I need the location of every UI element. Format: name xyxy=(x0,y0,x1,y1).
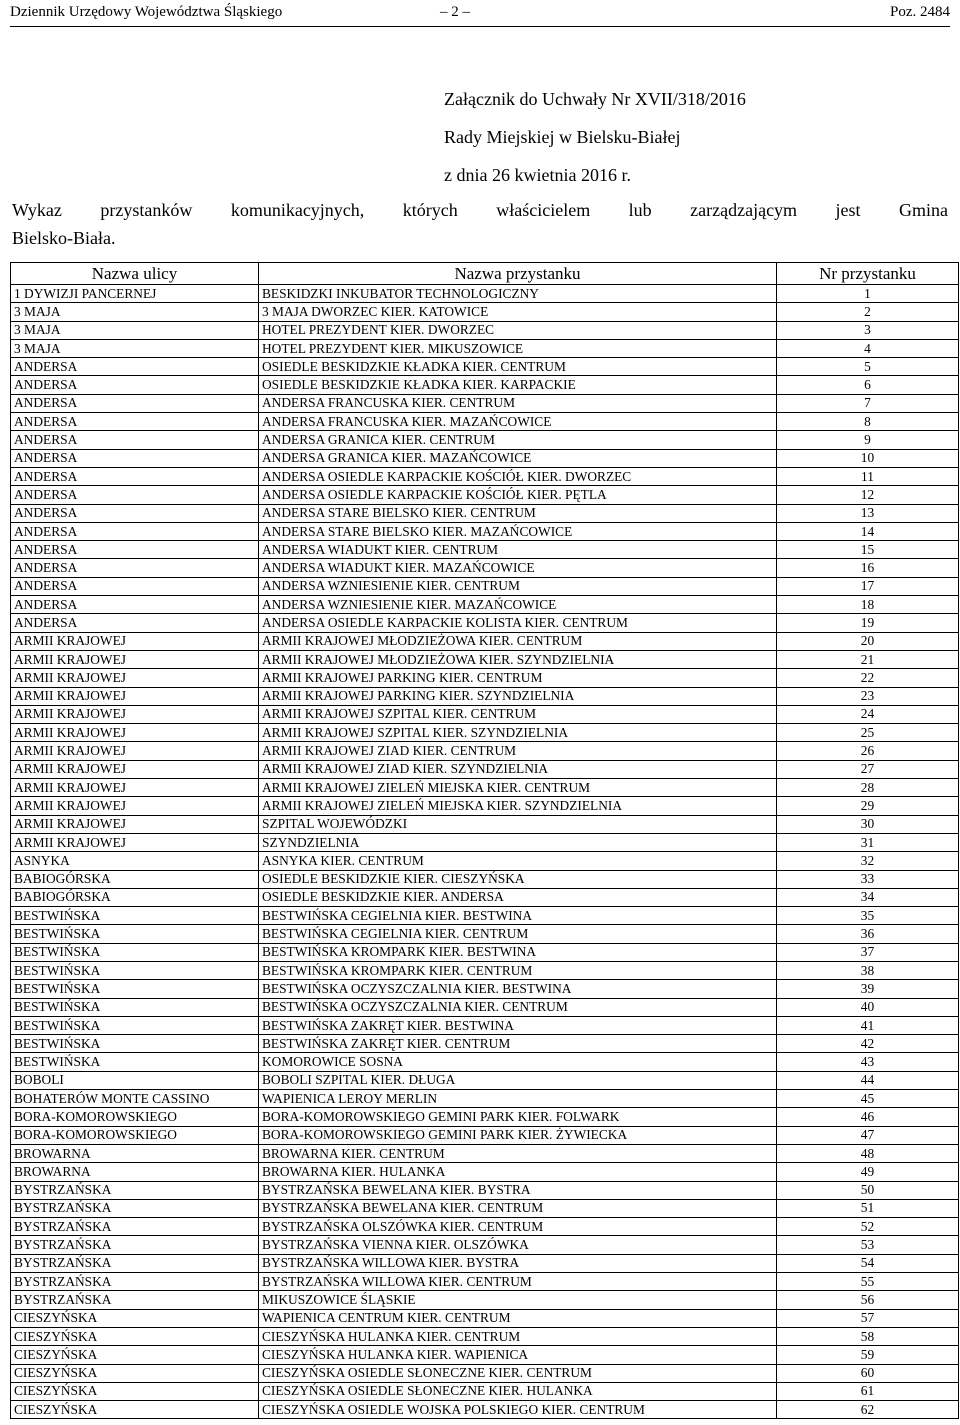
stop-number-cell: 39 xyxy=(777,980,959,998)
stop-number-cell: 24 xyxy=(777,705,959,723)
bus-stops-table xyxy=(10,262,959,1419)
table-row xyxy=(11,724,959,742)
stop-number-cell: 50 xyxy=(777,1181,959,1199)
table-row xyxy=(11,998,959,1016)
stop-number-cell: 43 xyxy=(777,1053,959,1071)
table-row xyxy=(11,431,959,449)
stop-number-cell: 5 xyxy=(777,358,959,376)
street-cell: BYSTRZAŃSKA xyxy=(11,1291,259,1309)
stop-number-cell: 30 xyxy=(777,815,959,833)
street-cell: ANDERSA xyxy=(11,596,259,614)
stop-name-cell: CIESZYŃSKA OSIEDLE WOJSKA POLSKIEGO KIER. CENTRUM xyxy=(259,1401,777,1419)
stop-name-cell: CIESZYŃSKA OSIEDLE SŁONECZNE KIER. HULANKA xyxy=(259,1382,777,1400)
street-cell: ARMII KRAJOWEJ xyxy=(11,760,259,778)
stop-number-cell: 62 xyxy=(777,1401,959,1419)
street-cell: BESTWIŃSKA xyxy=(11,998,259,1016)
stop-number-cell: 37 xyxy=(777,943,959,961)
stop-name-cell: BORA-KOMOROWSKIEGO GEMINI PARK KIER. FOLWARK xyxy=(259,1108,777,1126)
table-row xyxy=(11,742,959,760)
table-row xyxy=(11,1273,959,1291)
stop-name-cell: ARMII KRAJOWEJ PARKING KIER. SZYNDZIELNIA xyxy=(259,687,777,705)
document-title-line-1: Wykaz przystanków komunikacyjnych, których właścicielem lub zarządzającym jest Gmina xyxy=(12,200,948,220)
table-row xyxy=(11,779,959,797)
street-cell: BYSTRZAŃSKA xyxy=(11,1199,259,1217)
stop-number-cell: 55 xyxy=(777,1273,959,1291)
stop-name-cell: ANDERSA OSIEDLE KARPACKIE KOLISTA KIER. CENTRUM xyxy=(259,614,777,632)
table-row xyxy=(11,486,959,504)
stop-name-cell: CIESZYŃSKA OSIEDLE SŁONECZNE KIER. CENTRUM xyxy=(259,1364,777,1382)
table-row xyxy=(11,1364,959,1382)
stop-name-cell: ARMII KRAJOWEJ PARKING KIER. CENTRUM xyxy=(259,669,777,687)
stop-name-cell: ARMII KRAJOWEJ ZIAD KIER. CENTRUM xyxy=(259,742,777,760)
table-row xyxy=(11,358,959,376)
table-body xyxy=(11,285,959,1419)
stop-number-cell: 33 xyxy=(777,870,959,888)
street-cell: BESTWIŃSKA xyxy=(11,943,259,961)
street-cell: ANDERSA xyxy=(11,486,259,504)
table-row xyxy=(11,596,959,614)
street-cell: BYSTRZAŃSKA xyxy=(11,1218,259,1236)
stop-number-cell: 35 xyxy=(777,907,959,925)
street-cell: BROWARNA xyxy=(11,1163,259,1181)
table-row xyxy=(11,522,959,540)
document-title-line-2: Bielsko-Biała. xyxy=(12,228,116,248)
street-cell: ARMII KRAJOWEJ xyxy=(11,779,259,797)
table-row xyxy=(11,815,959,833)
table-row xyxy=(11,1090,959,1108)
stop-name-cell: WAPIENICA CENTRUM KIER. CENTRUM xyxy=(259,1309,777,1327)
street-cell: CIESZYŃSKA xyxy=(11,1382,259,1400)
table-row xyxy=(11,907,959,925)
stop-number-cell: 9 xyxy=(777,431,959,449)
stop-number-cell: 15 xyxy=(777,541,959,559)
street-cell: CIESZYŃSKA xyxy=(11,1327,259,1345)
stop-name-cell: CIESZYŃSKA HULANKA KIER. WAPIENICA xyxy=(259,1346,777,1364)
table-row xyxy=(11,559,959,577)
table-row xyxy=(11,961,959,979)
table-row xyxy=(11,797,959,815)
street-cell: CIESZYŃSKA xyxy=(11,1346,259,1364)
street-cell: BYSTRZAŃSKA xyxy=(11,1273,259,1291)
stop-name-cell: ANDERSA GRANICA KIER. MAZAŃCOWICE xyxy=(259,449,777,467)
table-row xyxy=(11,1291,959,1309)
table-row xyxy=(11,833,959,851)
table-row xyxy=(11,687,959,705)
street-cell: BOHATERÓW MONTE CASSINO xyxy=(11,1090,259,1108)
stop-number-cell: 32 xyxy=(777,852,959,870)
stop-name-cell: 3 MAJA DWORZEC KIER. KATOWICE xyxy=(259,303,777,321)
stop-name-cell: ANDERSA STARE BIELSKO KIER. MAZAŃCOWICE xyxy=(259,522,777,540)
street-cell: 1 DYWIZJI PANCERNEJ xyxy=(11,285,259,303)
street-cell: ARMII KRAJOWEJ xyxy=(11,815,259,833)
street-cell: ARMII KRAJOWEJ xyxy=(11,742,259,760)
stop-number-cell: 54 xyxy=(777,1254,959,1272)
street-cell: ARMII KRAJOWEJ xyxy=(11,687,259,705)
stop-number-cell: 16 xyxy=(777,559,959,577)
stop-number-cell: 11 xyxy=(777,467,959,485)
stop-name-cell: HOTEL PREZYDENT KIER. MIKUSZOWICE xyxy=(259,339,777,357)
street-cell: BESTWIŃSKA xyxy=(11,1016,259,1034)
stop-name-cell: ANDERSA FRANCUSKA KIER. MAZAŃCOWICE xyxy=(259,413,777,431)
table-row xyxy=(11,1254,959,1272)
stop-name-cell: BESTWIŃSKA ZAKRĘT KIER. CENTRUM xyxy=(259,1035,777,1053)
stop-number-cell: 45 xyxy=(777,1090,959,1108)
stop-name-cell: HOTEL PREZYDENT KIER. DWORZEC xyxy=(259,321,777,339)
stop-name-cell: ANDERSA OSIEDLE KARPACKIE KOŚCIÓŁ KIER. DWORZEC xyxy=(259,467,777,485)
street-cell: BORA-KOMOROWSKIEGO xyxy=(11,1126,259,1144)
stop-name-cell: BESTWIŃSKA OCZYSZCZALNIA KIER. BESTWINA xyxy=(259,980,777,998)
street-cell: ANDERSA xyxy=(11,431,259,449)
stop-number-cell: 52 xyxy=(777,1218,959,1236)
column-header-stop-name: Nazwa przystanku xyxy=(259,263,777,285)
stop-number-cell: 61 xyxy=(777,1382,959,1400)
stop-name-cell: OSIEDLE BESKIDZKIE KŁADKA KIER. CENTRUM xyxy=(259,358,777,376)
stop-name-cell: ARMII KRAJOWEJ MŁODZIEŻOWA KIER. SZYNDZIELNIA xyxy=(259,650,777,668)
stop-number-cell: 47 xyxy=(777,1126,959,1144)
table-row xyxy=(11,467,959,485)
stop-number-cell: 42 xyxy=(777,1035,959,1053)
stop-number-cell: 6 xyxy=(777,376,959,394)
table-row xyxy=(11,541,959,559)
table-row xyxy=(11,1144,959,1162)
table-row xyxy=(11,1163,959,1181)
street-cell: ANDERSA xyxy=(11,449,259,467)
stop-name-cell: BYSTRZAŃSKA WILLOWA KIER. BYSTRA xyxy=(259,1254,777,1272)
street-cell: BYSTRZAŃSKA xyxy=(11,1254,259,1272)
street-cell: ANDERSA xyxy=(11,614,259,632)
stop-name-cell: BROWARNA KIER. CENTRUM xyxy=(259,1144,777,1162)
stop-name-cell: ANDERSA OSIEDLE KARPACKIE KOŚCIÓŁ KIER. PĘTLA xyxy=(259,486,777,504)
stop-name-cell: BYSTRZAŃSKA BEWELANA KIER. BYSTRA xyxy=(259,1181,777,1199)
street-cell: ANDERSA xyxy=(11,467,259,485)
stop-name-cell: CIESZYŃSKA HULANKA KIER. CENTRUM xyxy=(259,1327,777,1345)
street-cell: BORA-KOMOROWSKIEGO xyxy=(11,1108,259,1126)
table-row xyxy=(11,980,959,998)
table-row xyxy=(11,1108,959,1126)
stop-name-cell: ANDERSA GRANICA KIER. CENTRUM xyxy=(259,431,777,449)
table-row xyxy=(11,504,959,522)
stop-number-cell: 23 xyxy=(777,687,959,705)
stop-number-cell: 44 xyxy=(777,1071,959,1089)
stop-name-cell: BESTWIŃSKA ZAKRĘT KIER. BESTWINA xyxy=(259,1016,777,1034)
stop-number-cell: 40 xyxy=(777,998,959,1016)
stop-number-cell: 58 xyxy=(777,1327,959,1345)
stop-name-cell: ARMII KRAJOWEJ ZIELEŃ MIEJSKA KIER. CENTRUM xyxy=(259,779,777,797)
stop-number-cell: 34 xyxy=(777,888,959,906)
street-cell: BESTWIŃSKA xyxy=(11,925,259,943)
table-row xyxy=(11,321,959,339)
page-number: – 2 – xyxy=(440,4,470,20)
stop-name-cell: ARMII KRAJOWEJ ZIAD KIER. SZYNDZIELNIA xyxy=(259,760,777,778)
table-row xyxy=(11,888,959,906)
stop-number-cell: 8 xyxy=(777,413,959,431)
stop-name-cell: BOBOLI SZPITAL KIER. DŁUGA xyxy=(259,1071,777,1089)
street-cell: 3 MAJA xyxy=(11,339,259,357)
street-cell: ARMII KRAJOWEJ xyxy=(11,632,259,650)
table-row xyxy=(11,413,959,431)
street-cell: BROWARNA xyxy=(11,1144,259,1162)
stop-number-cell: 53 xyxy=(777,1236,959,1254)
table-row xyxy=(11,449,959,467)
stop-name-cell: BESTWIŃSKA KROMPARK KIER. CENTRUM xyxy=(259,961,777,979)
stop-name-cell: ANDERSA STARE BIELSKO KIER. CENTRUM xyxy=(259,504,777,522)
table-row xyxy=(11,705,959,723)
table-row xyxy=(11,339,959,357)
stop-number-cell: 28 xyxy=(777,779,959,797)
stop-name-cell: BORA-KOMOROWSKIEGO GEMINI PARK KIER. ŻYWIECKA xyxy=(259,1126,777,1144)
stop-number-cell: 49 xyxy=(777,1163,959,1181)
stop-number-cell: 56 xyxy=(777,1291,959,1309)
stop-number-cell: 10 xyxy=(777,449,959,467)
stop-name-cell: ARMII KRAJOWEJ SZPITAL KIER. CENTRUM xyxy=(259,705,777,723)
stop-number-cell: 14 xyxy=(777,522,959,540)
table-row xyxy=(11,614,959,632)
street-cell: ANDERSA xyxy=(11,504,259,522)
stop-name-cell: OSIEDLE BESKIDZKIE KŁADKA KIER. KARPACKIE xyxy=(259,376,777,394)
stop-number-cell: 20 xyxy=(777,632,959,650)
stop-name-cell: OSIEDLE BESKIDZKIE KIER. ANDERSA xyxy=(259,888,777,906)
stop-number-cell: 60 xyxy=(777,1364,959,1382)
street-cell: BESTWIŃSKA xyxy=(11,907,259,925)
stop-name-cell: ANDERSA WZNIESIENIE KIER. MAZAŃCOWICE xyxy=(259,596,777,614)
street-cell: ARMII KRAJOWEJ xyxy=(11,724,259,742)
street-cell: BYSTRZAŃSKA xyxy=(11,1236,259,1254)
stop-name-cell: ARMII KRAJOWEJ SZPITAL KIER. SZYNDZIELNIA xyxy=(259,724,777,742)
stop-number-cell: 38 xyxy=(777,961,959,979)
table-row xyxy=(11,760,959,778)
street-cell: ASNYKA xyxy=(11,852,259,870)
stop-name-cell: WAPIENICA LEROY MERLIN xyxy=(259,1090,777,1108)
table-row xyxy=(11,1401,959,1419)
stop-number-cell: 12 xyxy=(777,486,959,504)
table-row xyxy=(11,632,959,650)
stop-number-cell: 1 xyxy=(777,285,959,303)
stop-name-cell: ANDERSA WZNIESIENIE KIER. CENTRUM xyxy=(259,577,777,595)
table-row xyxy=(11,669,959,687)
table-row xyxy=(11,1181,959,1199)
street-cell: ANDERSA xyxy=(11,413,259,431)
table-row xyxy=(11,303,959,321)
street-cell: CIESZYŃSKA xyxy=(11,1401,259,1419)
stop-name-cell: ARMII KRAJOWEJ ZIELEŃ MIEJSKA KIER. SZYNDZIELNIA xyxy=(259,797,777,815)
street-cell: BESTWIŃSKA xyxy=(11,980,259,998)
stop-number-cell: 13 xyxy=(777,504,959,522)
street-cell: ANDERSA xyxy=(11,541,259,559)
street-cell: ANDERSA xyxy=(11,522,259,540)
table-row xyxy=(11,1346,959,1364)
stop-name-cell: BYSTRZAŃSKA BEWELANA KIER. CENTRUM xyxy=(259,1199,777,1217)
table-row xyxy=(11,1218,959,1236)
stop-number-cell: 18 xyxy=(777,596,959,614)
stop-name-cell: OSIEDLE BESKIDZKIE KIER. CIESZYŃSKA xyxy=(259,870,777,888)
table-row xyxy=(11,577,959,595)
stop-number-cell: 22 xyxy=(777,669,959,687)
table-header-row xyxy=(11,263,959,285)
table-row xyxy=(11,1126,959,1144)
position-number: Poz. 2484 xyxy=(890,4,950,20)
stop-number-cell: 51 xyxy=(777,1199,959,1217)
stop-name-cell: ANDERSA WIADUKT KIER. MAZAŃCOWICE xyxy=(259,559,777,577)
street-cell: CIESZYŃSKA xyxy=(11,1364,259,1382)
street-cell: BESTWIŃSKA xyxy=(11,1053,259,1071)
street-cell: ANDERSA xyxy=(11,577,259,595)
stop-number-cell: 59 xyxy=(777,1346,959,1364)
street-cell: ANDERSA xyxy=(11,358,259,376)
table-row xyxy=(11,943,959,961)
table-row xyxy=(11,852,959,870)
street-cell: CIESZYŃSKA xyxy=(11,1309,259,1327)
street-cell: ANDERSA xyxy=(11,376,259,394)
stop-name-cell: MIKUSZOWICE ŚLĄSKIE xyxy=(259,1291,777,1309)
annex-line-1: Załącznik do Uchwały Nr XVII/318/2016 xyxy=(444,89,746,109)
street-cell: BYSTRZAŃSKA xyxy=(11,1181,259,1199)
stop-number-cell: 19 xyxy=(777,614,959,632)
stop-number-cell: 41 xyxy=(777,1016,959,1034)
table-row xyxy=(11,376,959,394)
street-cell: 3 MAJA xyxy=(11,303,259,321)
table-row xyxy=(11,1035,959,1053)
annex-line-3: z dnia 26 kwietnia 2016 r. xyxy=(444,165,631,185)
stop-name-cell: BROWARNA KIER. HULANKA xyxy=(259,1163,777,1181)
street-cell: 3 MAJA xyxy=(11,321,259,339)
stop-name-cell: ANDERSA WIADUKT KIER. CENTRUM xyxy=(259,541,777,559)
street-cell: ARMII KRAJOWEJ xyxy=(11,705,259,723)
table-row xyxy=(11,1236,959,1254)
stop-number-cell: 21 xyxy=(777,650,959,668)
stop-number-cell: 31 xyxy=(777,833,959,851)
stop-number-cell: 57 xyxy=(777,1309,959,1327)
table-row xyxy=(11,925,959,943)
stop-number-cell: 46 xyxy=(777,1108,959,1126)
stop-number-cell: 3 xyxy=(777,321,959,339)
column-header-stop-number: Nr przystanku xyxy=(777,263,959,285)
stop-number-cell: 36 xyxy=(777,925,959,943)
stop-name-cell: BESTWIŃSKA CEGIELNIA KIER. CENTRUM xyxy=(259,925,777,943)
stop-number-cell: 2 xyxy=(777,303,959,321)
stop-number-cell: 25 xyxy=(777,724,959,742)
annex-line-2: Rady Miejskiej w Bielsku-Białej xyxy=(444,127,681,147)
stop-number-cell: 26 xyxy=(777,742,959,760)
stop-name-cell: ASNYKA KIER. CENTRUM xyxy=(259,852,777,870)
stop-name-cell: BESKIDZKI INKUBATOR TECHNOLOGICZNY xyxy=(259,285,777,303)
stop-name-cell: BYSTRZAŃSKA WILLOWA KIER. CENTRUM xyxy=(259,1273,777,1291)
street-cell: BABIOGÓRSKA xyxy=(11,870,259,888)
street-cell: ANDERSA xyxy=(11,559,259,577)
stop-number-cell: 27 xyxy=(777,760,959,778)
street-cell: BOBOLI xyxy=(11,1071,259,1089)
street-cell: ARMII KRAJOWEJ xyxy=(11,669,259,687)
table-row xyxy=(11,1327,959,1345)
stop-name-cell: KOMOROWICE SOSNA xyxy=(259,1053,777,1071)
stop-number-cell: 17 xyxy=(777,577,959,595)
street-cell: ARMII KRAJOWEJ xyxy=(11,650,259,668)
stop-number-cell: 29 xyxy=(777,797,959,815)
stop-name-cell: BYSTRZAŃSKA OLSZÓWKA KIER. CENTRUM xyxy=(259,1218,777,1236)
table-row xyxy=(11,1053,959,1071)
table-row xyxy=(11,285,959,303)
street-cell: BABIOGÓRSKA xyxy=(11,888,259,906)
table-row xyxy=(11,1382,959,1400)
stop-name-cell: BESTWIŃSKA CEGIELNIA KIER. BESTWINA xyxy=(259,907,777,925)
street-cell: ARMII KRAJOWEJ xyxy=(11,797,259,815)
stop-number-cell: 48 xyxy=(777,1144,959,1162)
stop-number-cell: 7 xyxy=(777,394,959,412)
table-row xyxy=(11,650,959,668)
table-row xyxy=(11,1071,959,1089)
stop-name-cell: BYSTRZAŃSKA VIENNA KIER. OLSZÓWKA xyxy=(259,1236,777,1254)
table-row xyxy=(11,1199,959,1217)
table-row xyxy=(11,1016,959,1034)
stop-name-cell: BESTWIŃSKA OCZYSZCZALNIA KIER. CENTRUM xyxy=(259,998,777,1016)
journal-name: Dziennik Urzędowy Województwa Śląskiego xyxy=(10,4,283,20)
stop-name-cell: ANDERSA FRANCUSKA KIER. CENTRUM xyxy=(259,394,777,412)
street-cell: BESTWIŃSKA xyxy=(11,1035,259,1053)
stop-name-cell: ARMII KRAJOWEJ MŁODZIEŻOWA KIER. CENTRUM xyxy=(259,632,777,650)
stop-name-cell: BESTWIŃSKA KROMPARK KIER. BESTWINA xyxy=(259,943,777,961)
table-row xyxy=(11,1309,959,1327)
column-header-street: Nazwa ulicy xyxy=(11,263,259,285)
stop-name-cell: SZPITAL WOJEWÓDZKI xyxy=(259,815,777,833)
stop-name-cell: SZYNDZIELNIA xyxy=(259,833,777,851)
table-row xyxy=(11,394,959,412)
street-cell: BESTWIŃSKA xyxy=(11,961,259,979)
table-row xyxy=(11,870,959,888)
street-cell: ARMII KRAJOWEJ xyxy=(11,833,259,851)
stop-number-cell: 4 xyxy=(777,339,959,357)
page-header xyxy=(10,0,950,27)
annex-block xyxy=(444,80,746,194)
street-cell: ANDERSA xyxy=(11,394,259,412)
